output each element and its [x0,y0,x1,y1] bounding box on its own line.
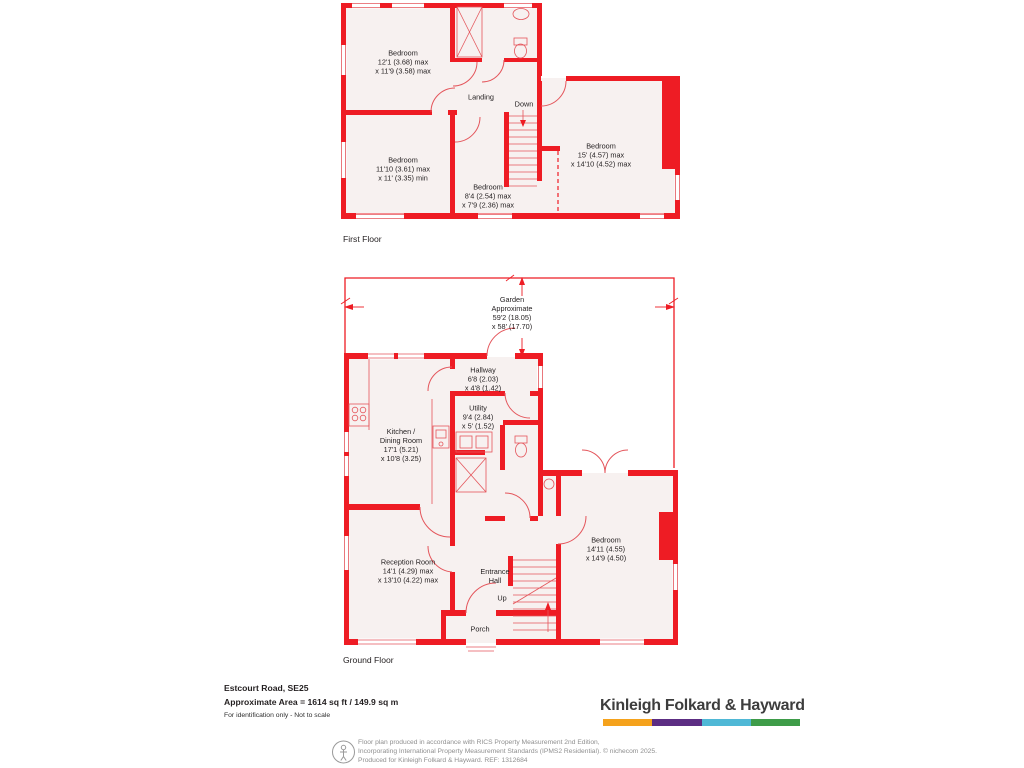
room-dims: 14'1 (4.29) max [382,566,434,576]
room-dims: x 14'9 (4.50) [585,553,627,563]
room-label-hallway [465,366,501,393]
ground-floor-plan [341,275,679,651]
footer-line-2: Incorporating International Property Measurement Standards (IPMS2 Residential). © nichecom 2025. [358,747,657,755]
room-label-bedroom-rear [376,156,430,183]
room-name: Hall [488,576,502,585]
room-dims: 6'8 (2.03) [467,374,499,384]
stairs-direction: Down [514,99,534,109]
room-dims: 59'2 (18.05) [492,313,532,322]
room-name: Dining Room [379,436,423,445]
first-floor-label: First Floor [343,234,382,244]
room-label-bedroom-right [571,142,631,169]
room-dims: x 5' (1.52) [461,421,495,431]
room-dims: x 10'8 (3.25) [380,454,422,463]
room-name: Reception Room [380,557,436,567]
property-address: Estcourt Road, SE25 [224,683,309,693]
room-dims: 11'10 (3.61) max [376,164,430,174]
room-name: Garden [499,295,525,304]
room-name: Utility [469,403,487,413]
room-name: Hallway [470,365,496,375]
room-label-bedroom-small [462,183,514,210]
room-label-porch [470,625,489,634]
french-door-left [582,450,605,473]
room-name: Landing [468,92,494,102]
ground-floor-label: Ground Floor [343,655,394,665]
room-name: Bedroom [591,535,621,545]
room-label-utility [462,404,494,431]
room-name: Bedroom [473,182,503,192]
stairs-up-label [497,594,506,603]
room-name: Bedroom [388,155,418,165]
room-dims: x 4'8 (1.42) [464,383,502,393]
room-name: Kitchen / [386,427,416,436]
approximate-area: Approximate Area = 1614 sq ft / 149.9 sq m [224,697,399,707]
room-label-garden [492,295,533,331]
room-name: Entrance [480,567,510,576]
stairs-down-label [515,100,534,109]
room-label-kitchen-dining [380,427,422,463]
identification-disclaimer: For identification only - Not to scale [224,712,331,719]
agency-brand [600,697,805,715]
room-name: Porch [470,624,490,634]
room-dims: x 13'10 (4.22) max [377,575,439,585]
brand-color-bar [603,719,800,726]
brand-bar-segment-2 [702,719,751,726]
agency-name: Kinleigh Folkard & Hayward [600,697,805,714]
room-dims: 8'4 (2.54) max [464,191,512,201]
room-name: Bedroom [388,48,418,58]
brand-bar-segment-3 [751,719,800,726]
chimney-breast [662,81,676,169]
room-label-reception [378,558,438,585]
footer-line-3: Produced for Kinleigh Folkard & Hayward. REF: 1312684 [358,756,528,764]
room-dims: x 58' (17.70) [491,322,533,331]
room-dims: 15' (4.57) max [577,150,625,160]
room-label-entrance-hall [480,567,509,585]
bathtub-icon [457,7,482,57]
room-dims: 17'1 (5.21) [383,445,419,454]
room-dims: x 11' (3.35) min [378,173,428,183]
room-label-bedroom-ground [586,536,626,563]
room-dims: x 14'10 (4.52) max [570,159,632,169]
room-label-bedroom-front [375,49,431,76]
property-summary [224,681,398,719]
room-dims: x 11'9 (3.58) max [375,66,431,76]
room-dims: Approximate [491,304,533,313]
brand-bar-segment-0 [603,719,652,726]
room-dims: 9'4 (2.84) [462,412,494,422]
porch-steps [466,647,496,651]
room-dims: 12'1 (3.68) max [377,57,429,67]
room-label-landing [468,93,494,102]
room-dims: 14'11 (4.55) [586,544,626,554]
chimney-breast [659,512,673,560]
brand-bar-segment-1 [652,719,701,726]
compliance-footer [358,739,657,765]
room-name: Bedroom [586,141,616,151]
footer-line-1: Floor plan produced in accordance with RICS Property Measurement 2nd Edition, [358,739,600,746]
stairs-direction: Up [497,593,507,603]
french-door-right [605,450,628,473]
room-dims: x 7'9 (2.36) max [461,200,515,210]
